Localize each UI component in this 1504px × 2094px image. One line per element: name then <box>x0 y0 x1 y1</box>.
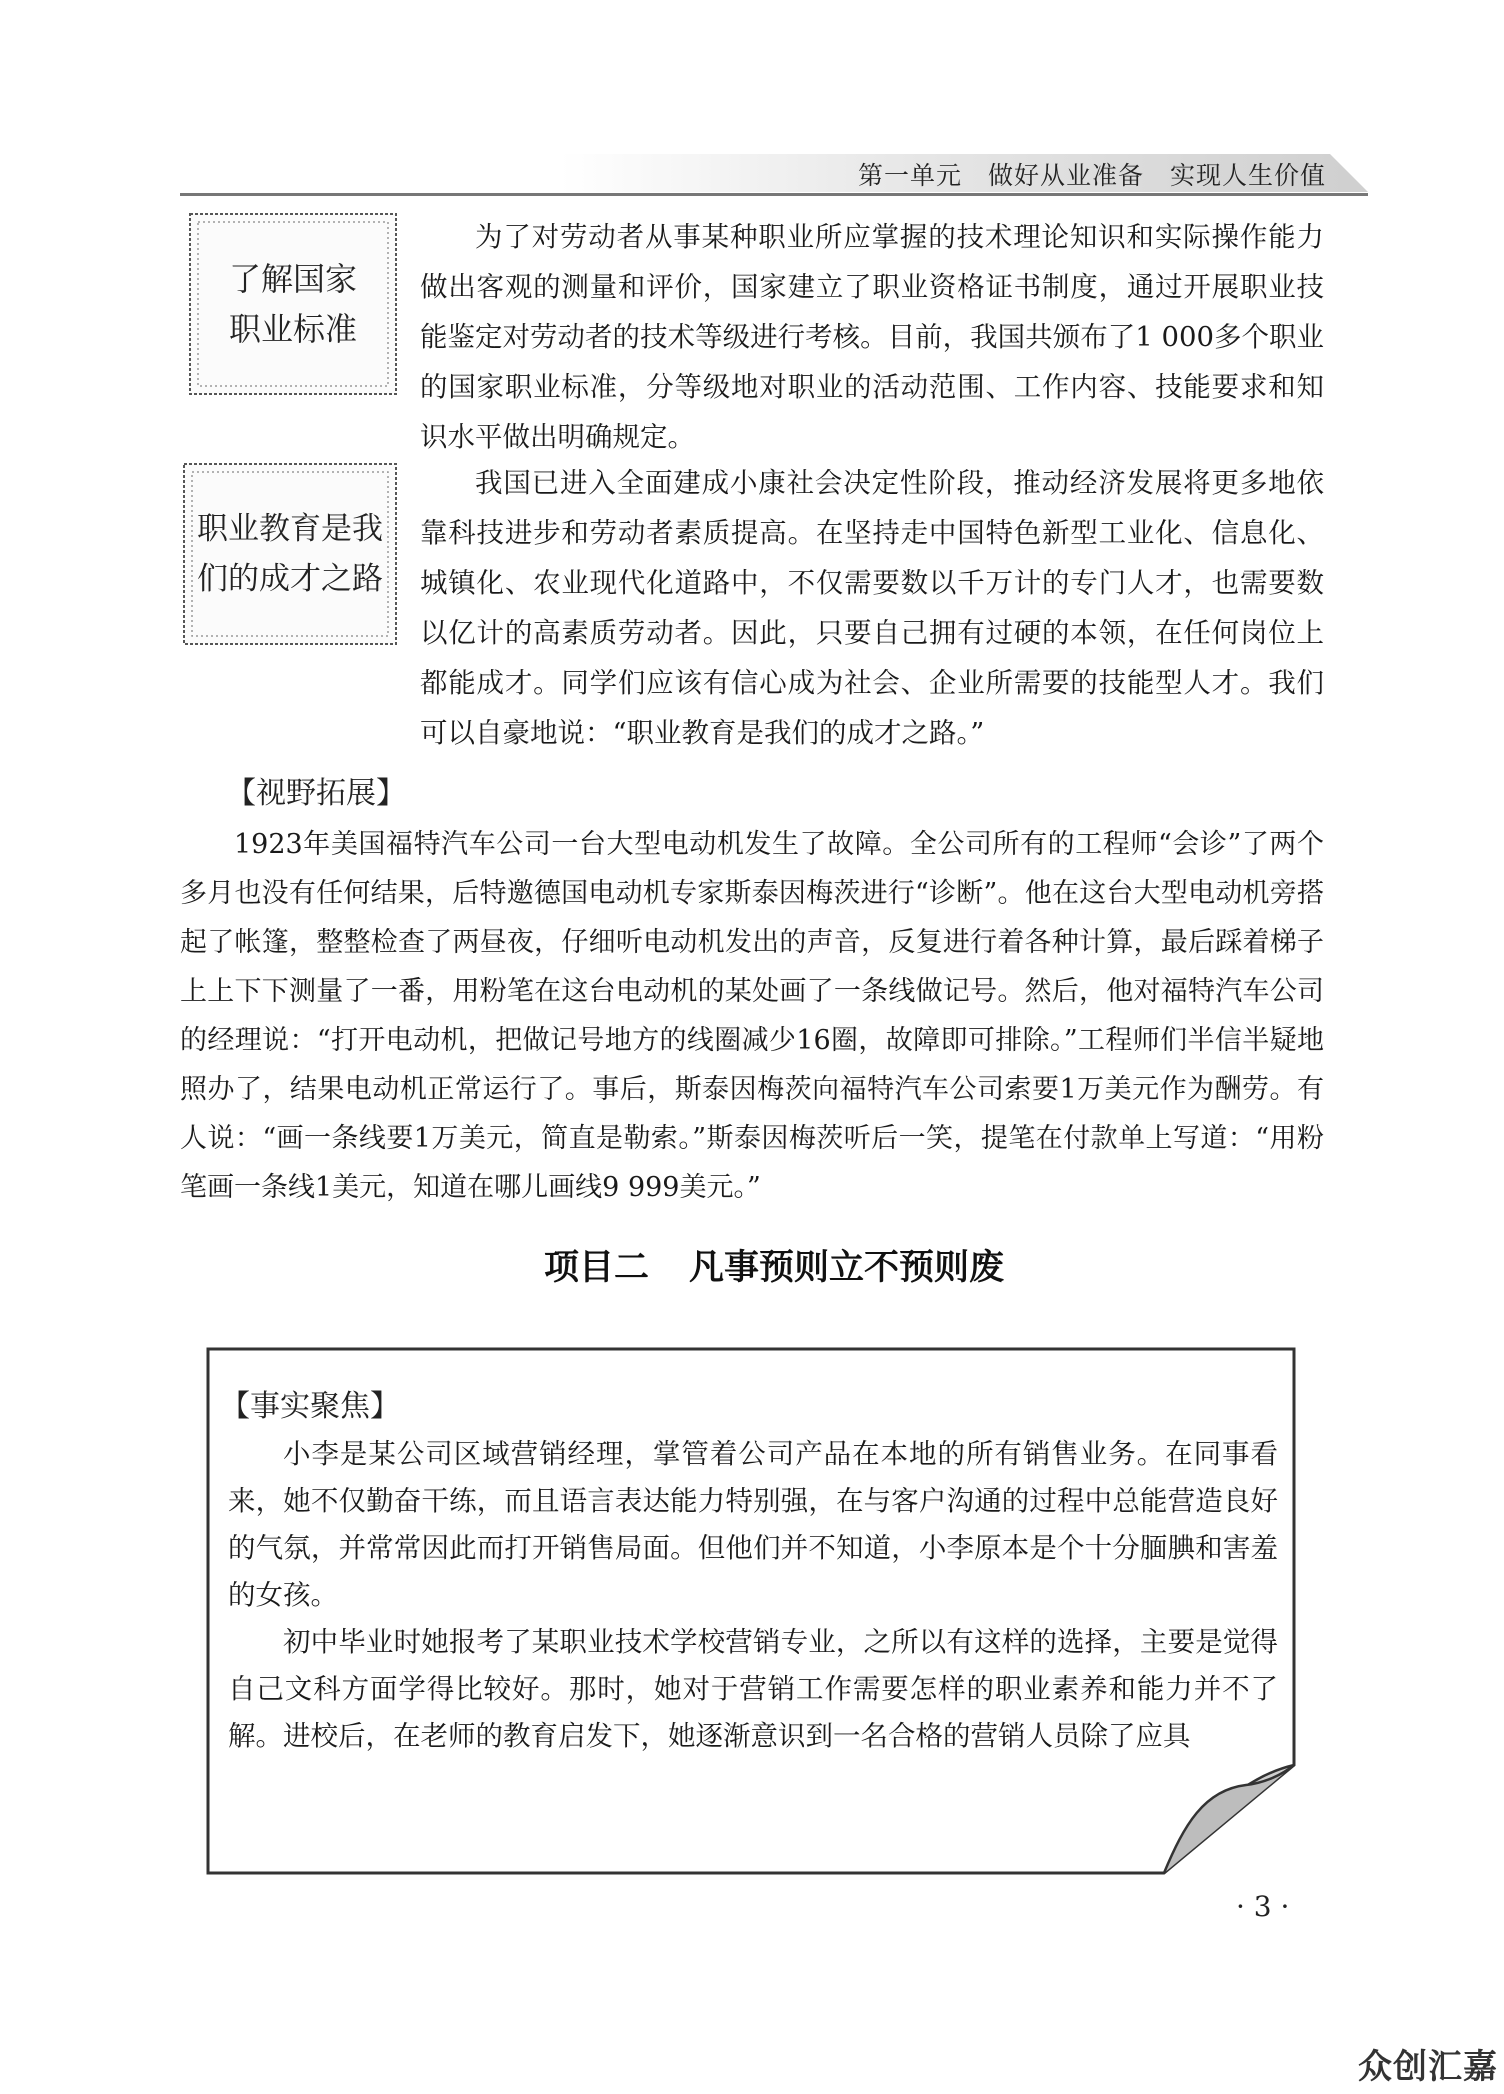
vision-expansion-text: 1923年美国福特汽车公司一台大型电动机发生了故障。全公司所有的工程师“会诊”了两个多月也没有任何结果，后特邀德国电动机专家斯泰因梅茨进行“诊断”。他在这台大型电动机旁搭起了帐篷，整整检查了两昼夜，仔细听电动机发出的声音，反复进行着各种计算，最后踩着梯子上上下下测量了一番，用粉笔在这台电动机的某处画了一条线做记号。然后，他对福特汽车公司的经理说：“打开电动机，把做记号地方的线圈减少16圈，故障即可排除。”工程师们半信半疑地照办了，结果电动机正常运行了。事后，斯泰因梅茨向福特汽车公司索要1万美元作为酬劳。有人说：“画一条线要1万美元，简直是勒索。”斯泰因梅茨听后一笑，提笔在付款单上写道：“用粉笔画一条线1美元，知道在哪儿画线9 999美元。” <box>180 829 1324 1203</box>
vision-expansion-label: 【视野拓展】 <box>226 776 406 811</box>
body-paragraph-2: 我国已进入全面建成小康社会决定性阶段，推动经济发展将更多地依靠科技进步和劳动者素质提高。在坚持走中国特色新型工业化、信息化、城镇化、农业现代化道路中，不仅需要数以千万计的专门人才，也需要数以亿计的高素质劳动者。因此，只要自己拥有过硬的本领，在任何岗位上都能成才。同学们应该有信心成为社会、企业所需要的技能型人才。我们可以自豪地说：“职业教育是我们的成才之路。” <box>420 467 1324 749</box>
sidebox-national-standard <box>186 210 400 398</box>
running-header-title: 第一单元 做好从业准备 实现人生价值 <box>857 161 1326 190</box>
project-name: 凡事预则立不预则废 <box>689 1248 1005 1288</box>
sidebox-title-line2: 们的成才之路 <box>197 561 383 597</box>
watermark-logo: 众创汇嘉 <box>1358 2047 1498 2087</box>
project-title <box>180 1240 1368 1290</box>
sidebox-title-line1: 职业教育是我 <box>197 511 383 547</box>
header-rule <box>180 193 1368 196</box>
fact-focus-paragraph-2: 初中毕业时她报考了某职业技术学校营销专业，之所以有这样的选择，主要是觉得自己文科方面学得比较好。那时，她对于营销工作需要怎样的职业素养和能力并不了解。进校后，在老师的教育启发下，她逐渐意识到一名合格的营销人员除了应具 <box>228 1626 1278 1752</box>
sidebox-title-line2: 职业标准 <box>228 310 357 348</box>
fact-focus-paragraph-1: 小李是某公司区域营销经理，掌管着公司产品在本地的所有销售业务。在同事看来，她不仅勤奋干练，而且语言表达能力特别强，在与客户沟通的过程中总能营造良好的气氛，并常常因此而打开销售局面。但他们并不知道，小李原本是个十分腼腆和害羞的女孩。 <box>228 1438 1278 1611</box>
sidebox-title <box>180 460 400 648</box>
sidebox-title-line1: 了解国家 <box>228 260 357 298</box>
fact-focus-label: 【事实聚焦】 <box>220 1389 400 1424</box>
fact-focus-box <box>204 1345 1298 1877</box>
project-number: 项目二 <box>543 1248 649 1288</box>
page-number: · 3 · <box>1236 1890 1290 1923</box>
body-paragraph-1: 为了对劳动者从事某种职业所应掌握的技术理论知识和实际操作能力做出客观的测量和评价，国家建立了职业资格证书制度，通过开展职业技能鉴定对劳动者的技术等级进行考核。目前，我国共颁布了1 000多个职业的国家职业标准，分等级地对职业的活动范围、工作内容、技能要求和知识水平做出明确规定。 <box>420 221 1324 453</box>
sidebox-title <box>186 210 400 398</box>
sidebox-vocational-education <box>180 460 400 648</box>
